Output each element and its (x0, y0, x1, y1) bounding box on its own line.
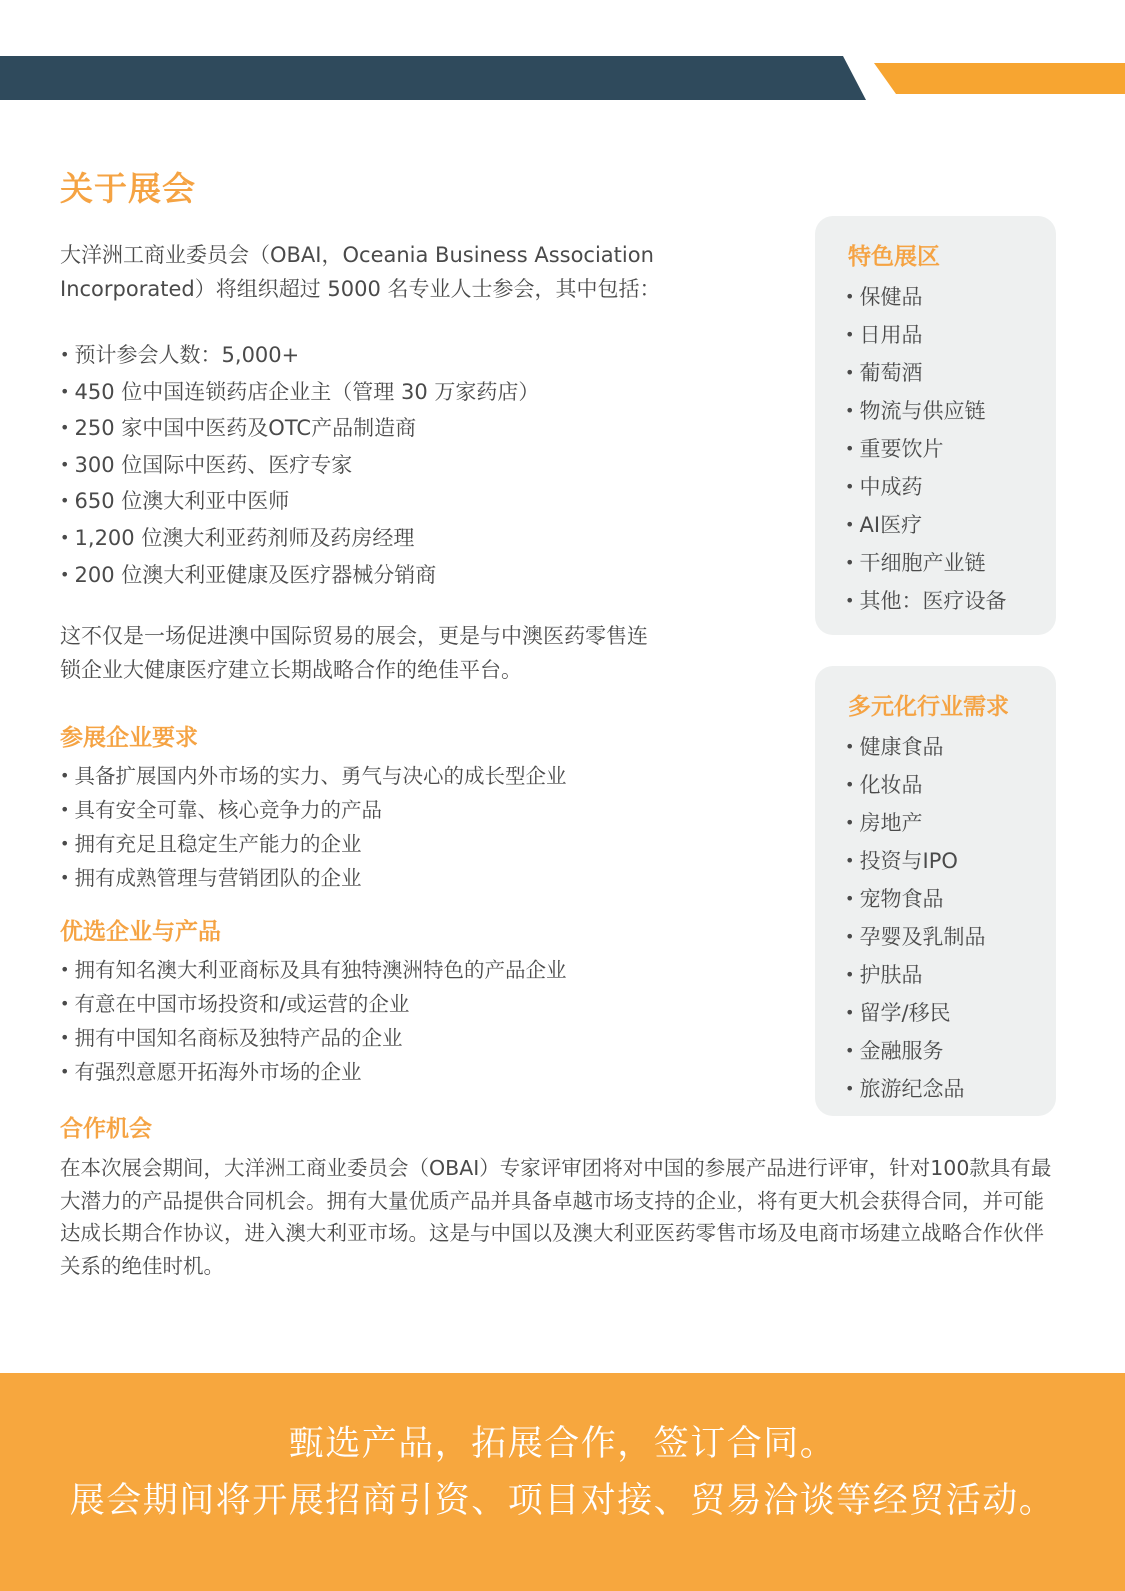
list-item: • 650 位澳大利亚中医师 (60, 484, 539, 521)
list-item: • 干细胞产业链 (845, 545, 1007, 583)
list-item: • 中成药 (845, 469, 1007, 507)
industry-needs-title: 多元化行业需求 (848, 694, 1009, 720)
list-item: • 300 位国际中医药、医疗专家 (60, 448, 539, 485)
header-stripe-orange (874, 63, 1125, 94)
cooperation-body: 在本次展会期间，大洋洲工商业委员会（OBAI）专家评审团将对中国的参展产品进行评审，针对100款具有最大潜力的产品提供合同机会。拥有大量优质产品并具备卓越市场支持的企业，将有更大机会获得合同，并可能达成长期合作协议，进入澳大利亚市场。这是与中国以及澳大利亚医药零售市场及电商市场建立战略合作伙伴关系的绝佳时机。 (60, 1156, 1052, 1278)
preferred-list (60, 954, 567, 1090)
featured-zones-list (845, 279, 1007, 621)
list-item: • 化妆品 (845, 767, 986, 805)
list-item: • AI医疗 (845, 507, 1007, 545)
preferred-title: 优选企业与产品 (60, 919, 221, 945)
list-item: • 具有安全可靠、核心竞争力的产品 (60, 794, 567, 828)
attendee-list (60, 338, 539, 594)
list-item: • 孕婴及乳制品 (845, 919, 986, 957)
footer-activities: 展会期间将开展招商引资、项目对接、贸易洽谈等经贸活动。 (69, 1481, 1056, 1521)
list-item: • 金融服务 (845, 1033, 986, 1071)
about-title: 关于展会 (60, 169, 196, 208)
list-item: • 健康食品 (845, 729, 986, 767)
list-item: • 护肤品 (845, 957, 986, 995)
list-item: • 投资与IPO (845, 843, 986, 881)
list-item: • 其他：医疗设备 (845, 583, 1007, 621)
list-item: • 1,200 位澳大利亚药剂师及药房经理 (60, 521, 539, 558)
list-item: • 250 家中国中医药及OTC产品制造商 (60, 411, 539, 448)
list-item: • 宠物食品 (845, 881, 986, 919)
list-item: • 450 位中国连锁药店企业主（管理 30 万家药店） (60, 375, 539, 412)
about-intro-line: 大洋洲工商业委员会（OBAI，Oceania Business Association (60, 243, 654, 267)
list-item: • 具备扩展国内外市场的实力、勇气与决心的成长型企业 (60, 760, 567, 794)
list-item: • 拥有知名澳大利亚商标及具有独特澳洲特色的产品企业 (60, 954, 567, 988)
requirements-list (60, 760, 567, 896)
industry-needs-panel (815, 666, 1056, 1116)
about-intro-line: Incorporated）将组织超过 5000 名专业人士参会，其中包括： (60, 277, 661, 301)
requirements-title: 参展企业要求 (60, 725, 198, 751)
list-item: • 拥有中国知名商标及独特产品的企业 (60, 1022, 567, 1056)
about-intro (60, 238, 760, 306)
about-summary (60, 619, 740, 687)
footer-slogan: 甄选产品，拓展合作，签订合同。 (288, 1424, 837, 1464)
about-summary-line: 这不仅是一场促进澳中国际贸易的展会，更是与中澳医药零售连 (60, 624, 648, 648)
cooperation-title: 合作机会 (60, 1116, 152, 1142)
list-item: • 保健品 (845, 279, 1007, 317)
list-item: • 葡萄酒 (845, 355, 1007, 393)
list-item: • 旅游纪念品 (845, 1071, 986, 1109)
list-item: • 有强烈意愿开拓海外市场的企业 (60, 1056, 567, 1090)
about-summary-line: 锁企业大健康医疗建立长期战略合作的绝佳平台。 (60, 658, 522, 682)
list-item: • 拥有充足且稳定生产能力的企业 (60, 828, 567, 862)
list-item: • 200 位澳大利亚健康及医疗器械分销商 (60, 558, 539, 595)
industry-needs-list (845, 729, 986, 1109)
list-item: • 重要饮片 (845, 431, 1007, 469)
footer-banner (0, 1373, 1125, 1591)
list-item: • 留学/移民 (845, 995, 986, 1033)
list-item: • 物流与供应链 (845, 393, 1007, 431)
featured-zones-title: 特色展区 (848, 244, 940, 270)
featured-zones-panel (815, 216, 1056, 635)
list-item: • 有意在中国市场投资和/或运营的企业 (60, 988, 567, 1022)
header-stripe-dark (0, 56, 866, 100)
list-item: • 预计参会人数：5,000+ (60, 338, 539, 375)
list-item: • 房地产 (845, 805, 986, 843)
list-item: • 拥有成熟管理与营销团队的企业 (60, 862, 567, 896)
list-item: • 日用品 (845, 317, 1007, 355)
